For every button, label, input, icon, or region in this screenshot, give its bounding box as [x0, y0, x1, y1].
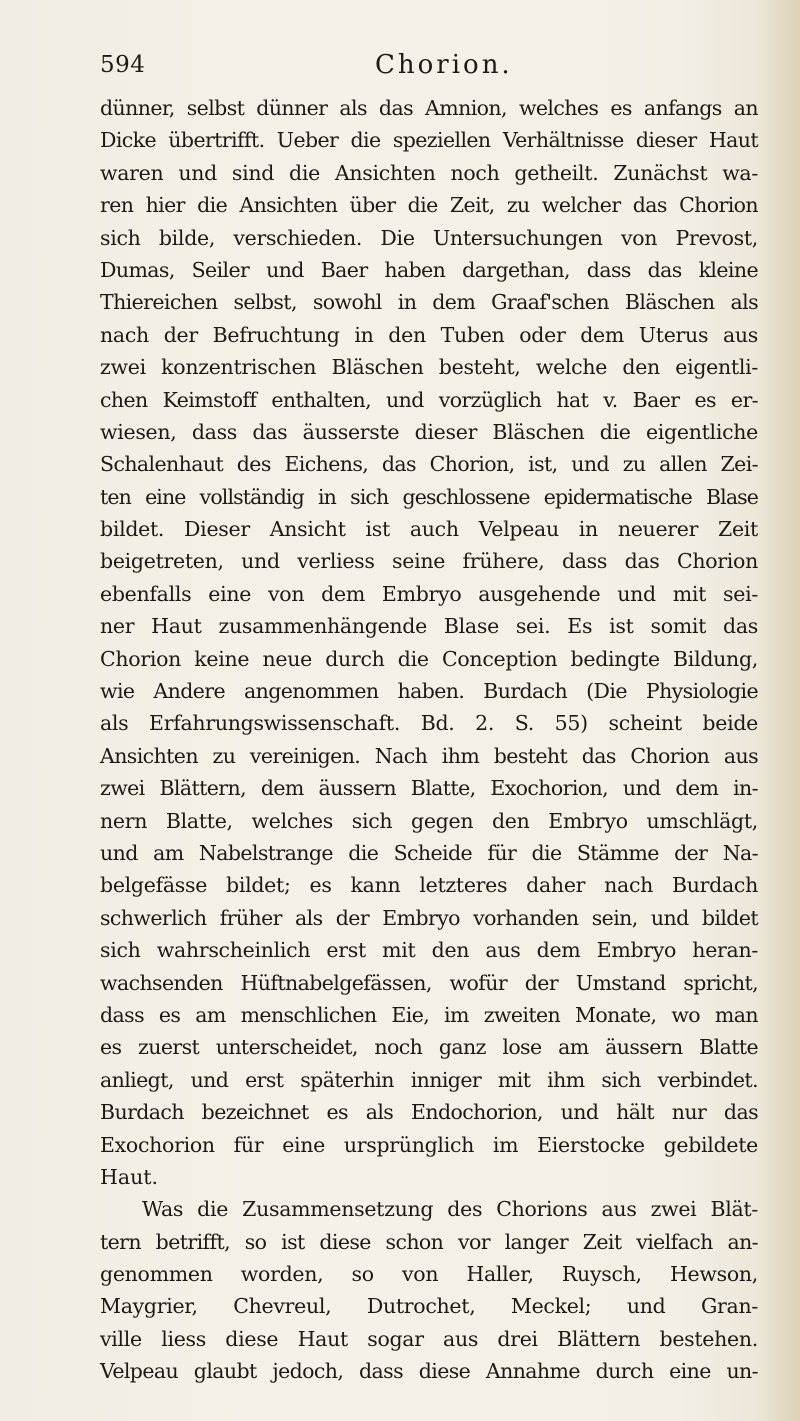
text-line: nern Blatte, welches sich gegen den Embryo umschlägt, — [100, 808, 758, 833]
text-line: Chorion keine neue durch die Conception bedingte Bildung, — [100, 646, 758, 671]
text-line: zwei Blättern, dem äussern Blatte, Exochorion, und dem in- — [100, 776, 758, 801]
text-line: Haut. — [100, 1164, 159, 1189]
running-title: Chorion. — [375, 50, 513, 80]
text-line: Dicke übertrifft. Ueber die speziellen Verhältnisse dieser Haut — [100, 128, 758, 153]
text-line: Burdach bezeichnet es als Endochorion, und hält nur das — [100, 1100, 758, 1125]
text-line: und am Nabelstrange die Scheide für die Stämme der Na- — [100, 840, 758, 865]
text-line: anliegt, und erst späterhin inniger mit ihm sich verbindet. — [100, 1067, 758, 1092]
text-line: schwerlich früher als der Embryo vorhanden sein, und bildet — [100, 905, 758, 930]
text-line: ville liess diese Haut sogar aus drei Blättern bestehen. — [100, 1326, 758, 1351]
text-line: als Erfahrungswissenschaft. Bd. 2. S. 55) scheint beide — [100, 711, 758, 736]
text-line: waren und sind die Ansichten noch getheilt. Zunächst wa- — [100, 160, 758, 185]
text-line: es zuerst unterscheidet, noch ganz lose am äussern Blatte — [100, 1035, 758, 1060]
text-line: Ansichten zu vereinigen. Nach ihm besteht das Chorion aus — [100, 743, 758, 768]
page-number: 594 — [100, 52, 146, 78]
text-line: ren hier die Ansichten über die Zeit, zu welcher das Chorion — [100, 193, 758, 218]
text-line: nach der Befruchtung in den Tuben oder dem Uterus aus — [100, 322, 758, 347]
text-line: ebenfalls eine von dem Embryo ausgehende und mit sei- — [100, 581, 758, 606]
text-line: sich wahrscheinlich erst mit den aus dem Embryo heran- — [100, 938, 758, 963]
text-line: Thiereichen selbst, sowohl in dem Graaf'schen Bläschen als — [100, 290, 758, 315]
text-line: wachsenden Hüftnabelgefässen, wofür der Umstand spricht, — [100, 970, 758, 995]
text-line: tern betrifft, so ist diese schon vor langer Zeit vielfach an- — [100, 1229, 758, 1254]
text-line: ner Haut zusammenhängende Blase sei. Es ist somit das — [100, 614, 758, 639]
text-line: chen Keimstoff enthalten, und vorzüglich hat v. Baer es er- — [100, 387, 758, 412]
text-line: Maygrier, Chevreul, Dutrochet, Meckel; und Gran- — [100, 1294, 758, 1319]
body-text — [100, 92, 758, 1388]
text-line: wie Andere angenommen haben. Burdach (Die Physiologie — [100, 679, 758, 704]
text-line: beigetreten, und verliess seine frühere, dass das Chorion — [100, 549, 758, 574]
text-line: zwei konzentrischen Bläschen besteht, welche den eigentli- — [100, 355, 758, 380]
text-line: ten eine vollständig in sich geschlossene epidermatische Blase — [100, 484, 758, 509]
page-header — [0, 50, 800, 90]
text-line: genommen worden, so von Haller, Ruysch, Hewson, — [100, 1262, 758, 1287]
text-line: Schalenhaut des Eichens, das Chorion, ist, und zu allen Zei- — [100, 452, 758, 477]
text-line: wiesen, dass das äusserste dieser Bläschen die eigentliche — [100, 419, 758, 444]
text-line: dass es am menschlichen Eie, im zweiten Monate, wo man — [100, 1002, 758, 1027]
page-edge-shadow — [760, 0, 800, 1421]
text-line: sich bilde, verschieden. Die Untersuchungen von Prevost, — [100, 225, 758, 250]
text-line: bildet. Dieser Ansicht ist auch Velpeau in neuerer Zeit — [100, 517, 758, 542]
text-line: belgefässe bildet; es kann letzteres daher nach Burdach — [100, 873, 758, 898]
text-line: Velpeau glaubt jedoch, dass diese Annahme durch eine un- — [100, 1359, 758, 1384]
text-line: Dumas, Seiler und Baer haben dargethan, dass das kleine — [100, 257, 758, 282]
text-line: dünner, selbst dünner als das Amnion, welches es anfangs an — [100, 96, 758, 120]
text-line: Exochorion für eine ursprünglich im Eierstocke gebildete — [100, 1132, 758, 1157]
paragraph-first-line: Was die Zusammensetzung des Chorions aus zwei Blät- — [142, 1197, 758, 1222]
